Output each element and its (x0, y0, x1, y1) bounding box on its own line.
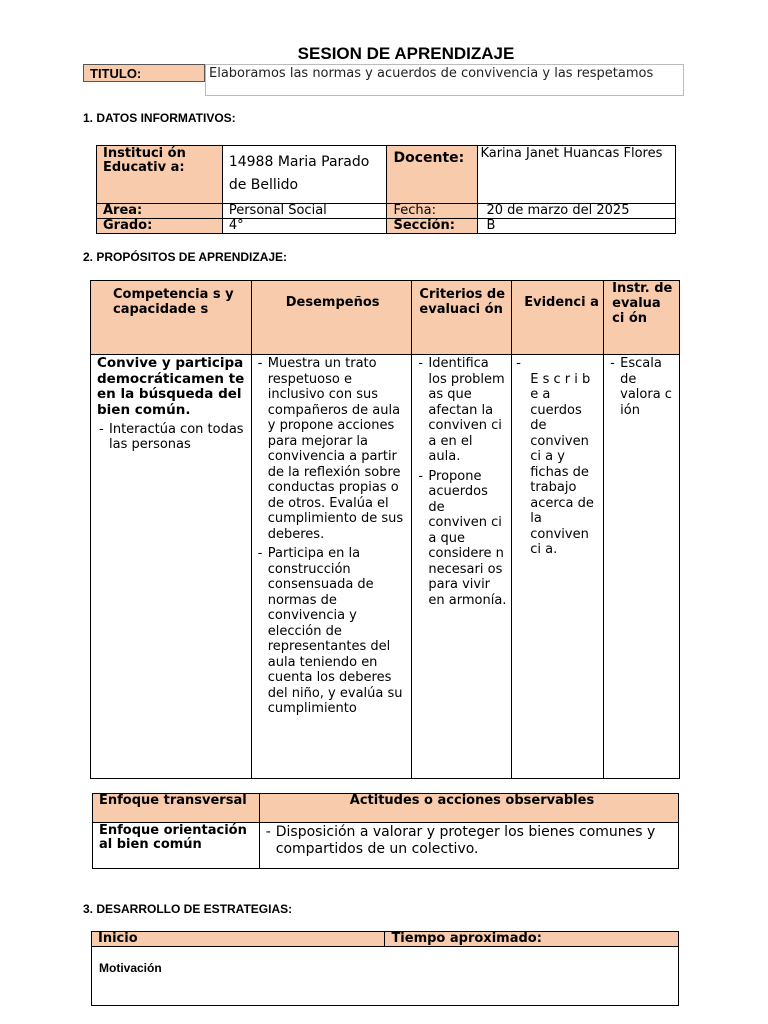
titulo-label: TITULO: (83, 64, 205, 82)
titulo-value: Elaboramos las normas y acuerdos de convivencia y las respetamos (205, 64, 684, 96)
grado-value: 4° (222, 219, 387, 234)
enfoque-header-right: Actitudes o acciones observables (259, 794, 678, 823)
fecha-value: 20 de marzo del 2025 (478, 204, 676, 219)
institucion-value: 14988 Maria Parado de Bellido (222, 146, 387, 204)
propositos-table (90, 280, 680, 779)
area-label: Area: (97, 204, 223, 219)
fecha-label: Fecha: (387, 204, 478, 219)
instrumentos-list (608, 356, 677, 418)
seccion-value: B (478, 219, 676, 234)
capacidad-item: - Interactúa con todas las personas (97, 422, 247, 452)
instrumento-item: - Escala de valora c ión (608, 356, 677, 418)
tiempo-label: Tiempo aproximado: (385, 932, 679, 947)
competencia-text: Convive y participa democráticamen te en la búsqueda del bien común. (97, 355, 245, 418)
header-desempenos: Desempeños (251, 281, 412, 355)
enfoque-actions-list (264, 824, 676, 858)
desempenos-list (256, 356, 408, 717)
header-instrumento: Instr. de evalua ci ón (604, 281, 680, 355)
enfoque-name: Enfoque orientación al bien común (93, 823, 260, 869)
desarrollo-table (91, 931, 679, 1006)
datos-table (96, 145, 676, 234)
header-evidencia: Evidenci a (512, 281, 604, 355)
header-competencias: Competencia s y capacidade s (91, 281, 252, 355)
evidencia-dash: - (516, 356, 521, 371)
institucion-label: Instituci ón Educativ a: (97, 146, 223, 204)
docente-label: Docente: (387, 146, 478, 204)
desempeno-item: - Muestra un trato respetuoso e inclusivo con sus compañeros de aula y propone acciones para mejorar la convivencia a partir de la reflexión sobre conductas propias o de otros. Evalúa el cumplimiento de sus deberes. (256, 356, 408, 542)
inicio-label: Inicio (92, 932, 385, 947)
grado-label: Grado: (97, 219, 223, 234)
header-criterios: Criterios de evaluaci ón (412, 281, 512, 355)
criterio-item: - Propone acuerdos de conviven ci a que considere n necesari os para vivir en armonía. (416, 469, 507, 609)
section-desarrollo: 3. DESARROLLO DE ESTRATEGIAS: (83, 902, 293, 916)
docente-value: Karina Janet Huancas Flores (478, 146, 676, 204)
capacidades-list (97, 422, 247, 452)
criterio-item: - Identifica los problem as que afectan la conviven ci a en el aula. (416, 356, 507, 465)
page-title: SESION DE APRENDIZAJE (297, 44, 515, 63)
motivacion-label: Motivación (92, 947, 679, 1006)
desempeno-item: - Participa en la construcción consensuada de normas de convivencia y elección de representantes del aula teniendo en cuenta los deberes del niño, y evalúa su cumplimiento (256, 546, 408, 717)
enfoque-action-item: - Disposición a valorar y proteger los bienes comunes y compartidos de un colectivo. (264, 824, 676, 858)
criterios-list (416, 356, 507, 608)
enfoque-table (92, 793, 679, 869)
evidencia-text: e a cuerdos de conviven ci a y fichas de trabajo acerca de la conviven ci a. (530, 387, 594, 557)
evidencia-first-line: E s c r i b (530, 371, 591, 387)
enfoque-header-left: Enfoque transversal (93, 794, 260, 823)
seccion-label: Sección: (387, 219, 478, 234)
area-value: Personal Social (222, 204, 387, 219)
section-datos-informativos: 1. DATOS INFORMATIVOS: (83, 111, 236, 125)
section-propositos: 2. PROPÓSITOS DE APRENDIZAJE: (83, 250, 288, 264)
